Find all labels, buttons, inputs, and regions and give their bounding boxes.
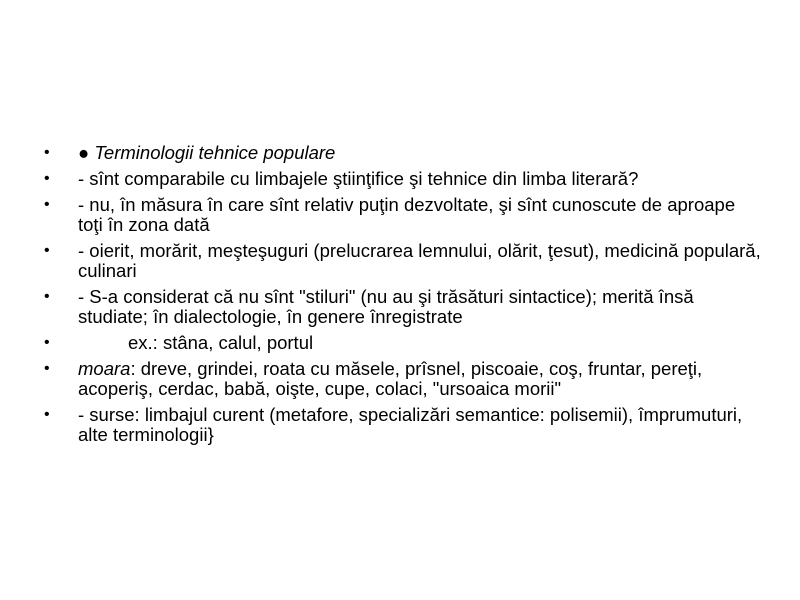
bullet-icon: • bbox=[44, 334, 50, 351]
list-item bbox=[42, 333, 762, 353]
list-item bbox=[42, 143, 762, 163]
item-text: - S-a considerat că nu sînt "stiluri" (nu au şi trăsături sintactice); merită însă studiate; în dialectologie, în genere înregistrate bbox=[78, 286, 694, 327]
item-text: - nu, în măsura în care sînt relativ puţin dezvoltate, şi sînt cunoscute de aproape toţi în zona dată bbox=[78, 194, 736, 235]
list-item bbox=[42, 195, 762, 235]
item-text: - sînt comparabile cu limbajele ştiinţifice şi tehnice din limba literară? bbox=[78, 168, 639, 189]
list-item bbox=[42, 287, 762, 327]
bullet-icon: • bbox=[44, 360, 50, 377]
example-text: ex.: stâna, calul, portul bbox=[128, 332, 314, 353]
bullet-list bbox=[42, 143, 762, 451]
item-text: - surse: limbajul curent (metafore, specializări semantice: polisemii), împrumuturi, alte terminologii} bbox=[78, 404, 743, 445]
list-item bbox=[42, 169, 762, 189]
bullet-icon: • bbox=[44, 288, 50, 305]
list-item bbox=[42, 241, 762, 281]
bullet-icon: • bbox=[44, 242, 50, 259]
item-text: : dreve, grindei, roata cu măsele, prîsnel, piscoaie, coş, fruntar, pereţi, acoperiş, cerdac, babă, oişte, cupe, colaci, "ursoaica morii" bbox=[78, 358, 703, 399]
item-text: - oierit, morărit, meşteşuguri (prelucrarea lemnului, olărit, ţesut), medicină populară, culinari bbox=[78, 240, 761, 281]
bullet-icon: • bbox=[44, 170, 50, 187]
list-item bbox=[42, 405, 762, 445]
item-heading: Terminologii tehnice populare bbox=[94, 142, 336, 163]
list-item bbox=[42, 359, 762, 399]
bullet-icon: • bbox=[44, 144, 50, 161]
item-keyword: moara bbox=[78, 358, 131, 379]
bullet-icon: • bbox=[44, 196, 50, 213]
bullet-icon: • bbox=[44, 406, 50, 423]
item-prefix: ● bbox=[78, 142, 95, 163]
